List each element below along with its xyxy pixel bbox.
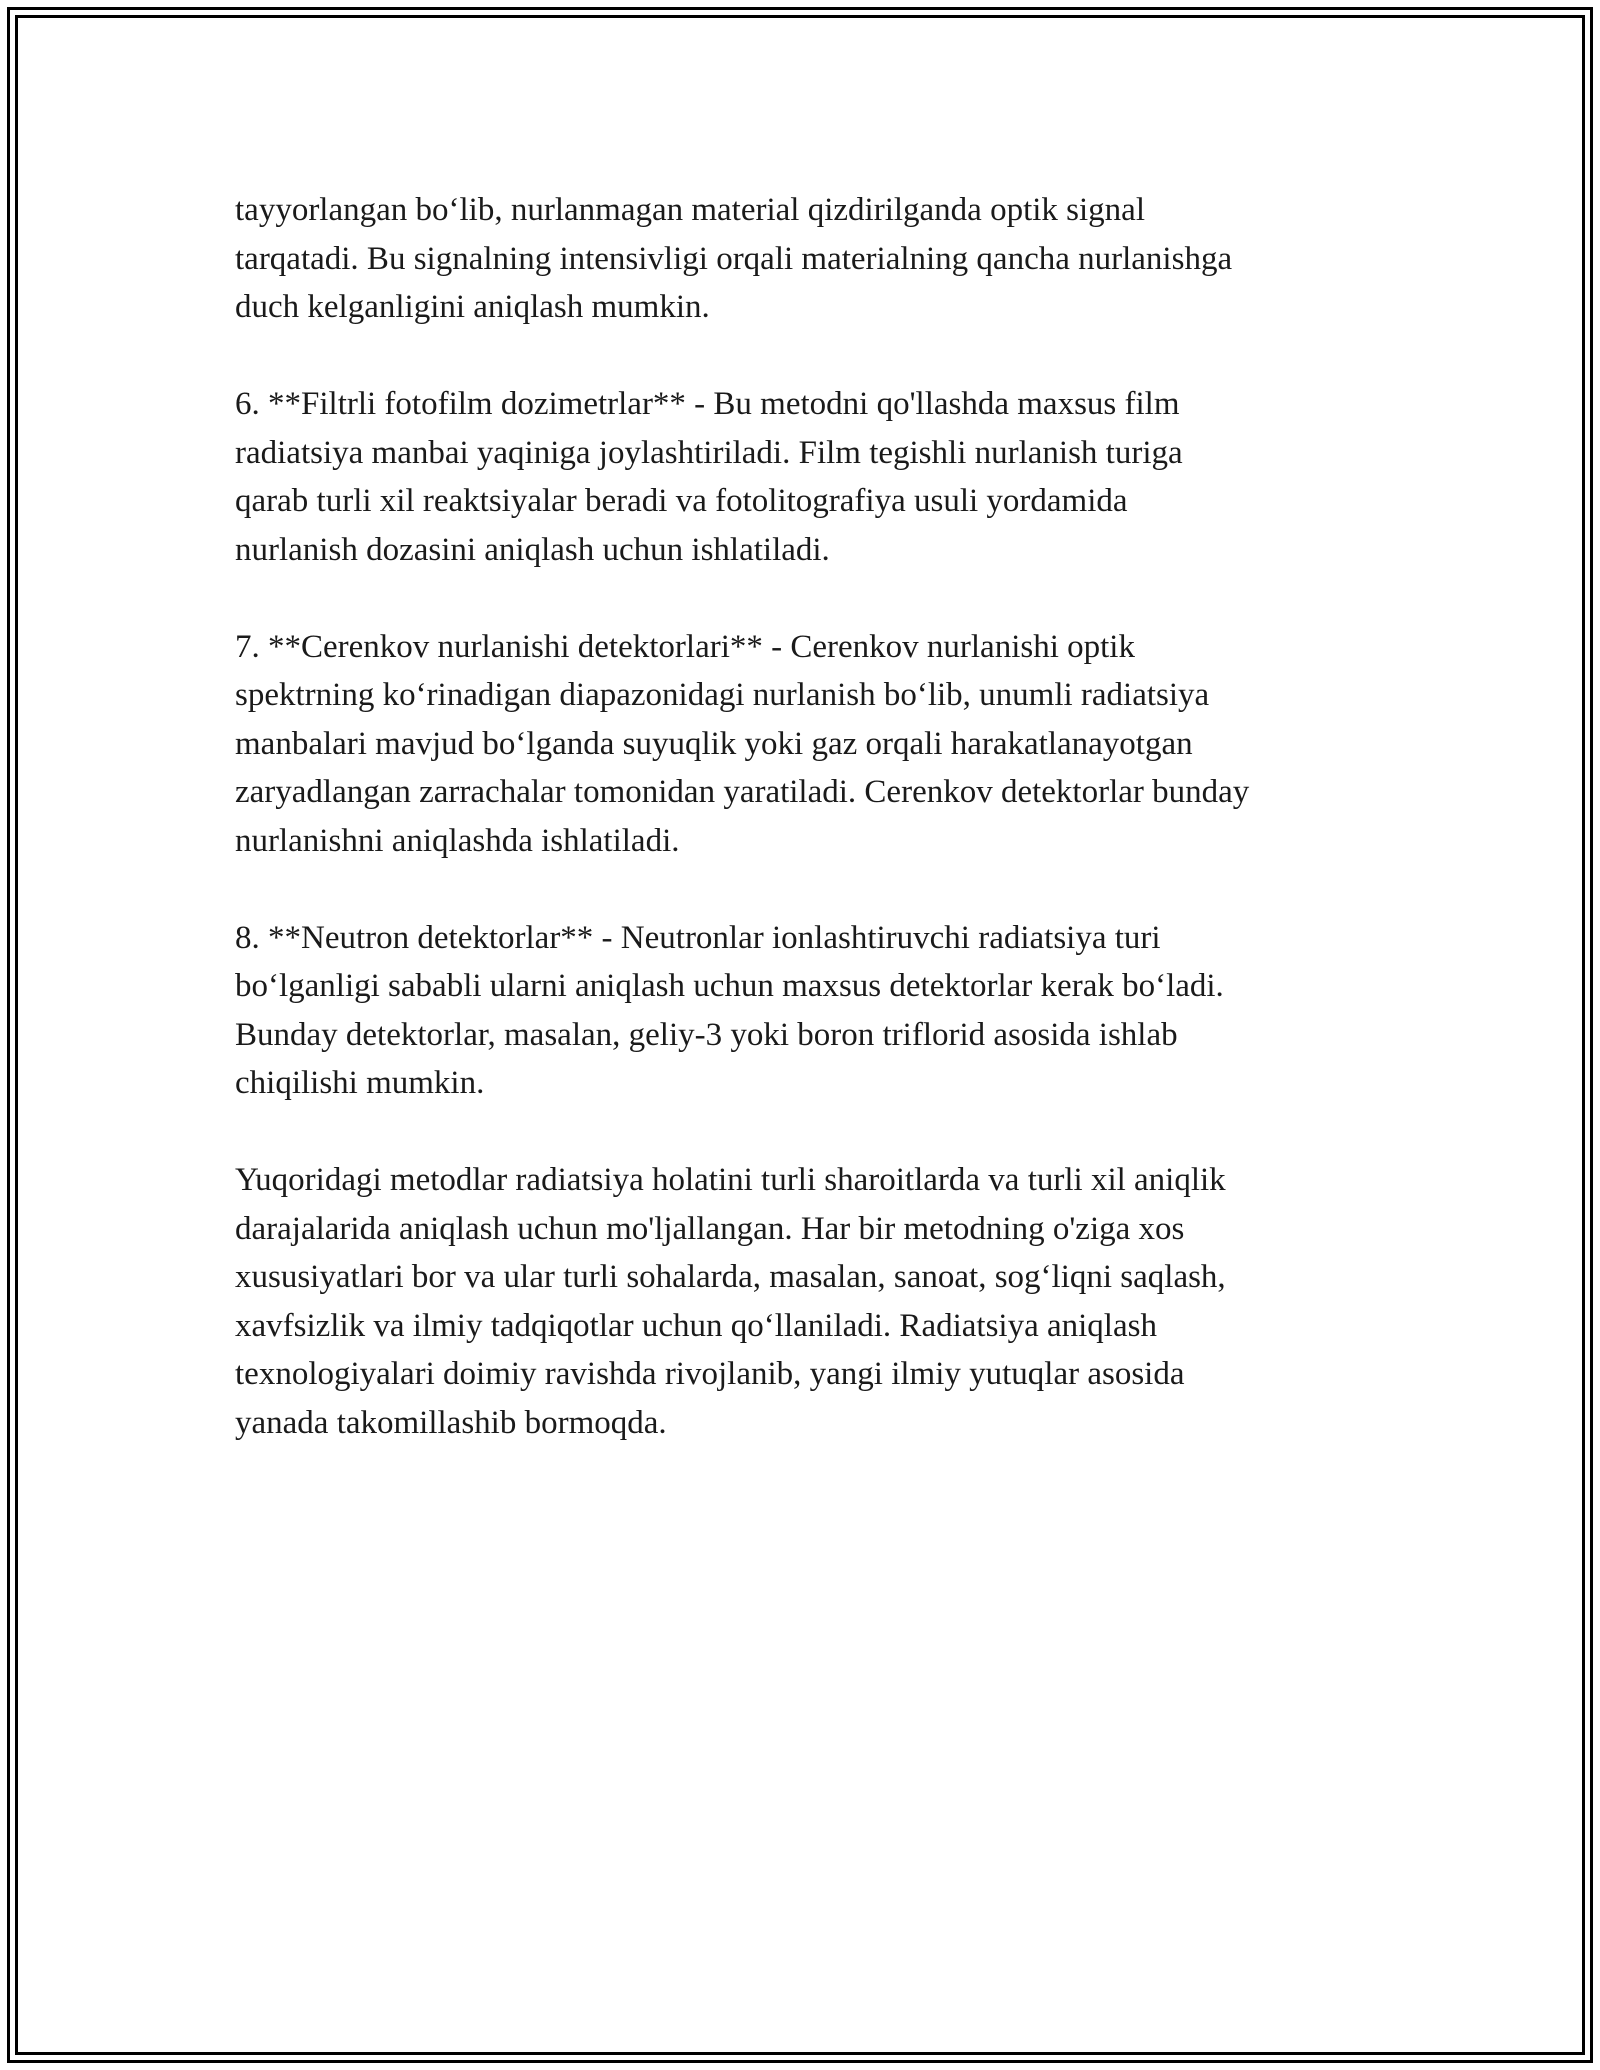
text-line: spektrning ko‘rinadigan diapazonidagi nurlanish bo‘lib, unumli radiatsiya [235,677,1210,713]
text-line: 6. **Filtrli fotofilm dozimetrlar** - Bu metodni qo'llashda maxsus film [235,386,1180,422]
paragraph-conclusion [235,1156,1385,1447]
text-line: chiqilishi mumkin. [235,1065,485,1101]
text-line: xususiyatlari bor va ular turli sohalarda, masalan, sanoat, sog‘liqni saqlash, [235,1259,1226,1295]
text-line: duch kelganligini aniqlash mumkin. [235,289,710,325]
paragraph-tld-continuation [235,186,1385,332]
text-line: radiatsiya manbai yaqiniga joylashtiriladi. Film tegishli nurlanish turiga [235,434,1183,471]
text-line: qarab turli xil reaktsiyalar beradi va fotolitografiya usuli yordamida [235,483,1128,519]
text-line: zaryadlangan zarrachalar tomonidan yaratiladi. Cerenkov detektorlar bunday [235,774,1250,810]
paragraph-item-6 [235,380,1385,574]
text-line: yanada takomillashib bormoqda. [235,1404,667,1441]
text-line: texnologiyalari doimiy ravishda rivojlanib, yangi ilmiy yutuqlar asosida [235,1356,1185,1392]
text-line: nurlanishni aniqlashda ishlatiladi. [235,822,680,859]
text-line: manbalari mavjud bo‘lganda suyuqlik yoki gaz orqali harakatlanayotgan [235,725,1193,762]
text-line: Yuqoridagi metodlar radiatsiya holatini turli sharoitlarda va turli xil aniqlik [235,1162,1226,1198]
text-line: bo‘lganligi sababli ularni aniqlash uchun maxsus detektorlar kerak bo‘ladi. [235,968,1224,1004]
text-line: nurlanish dozasini aniqlash uchun ishlatiladi. [235,531,830,568]
paragraph-item-8 [235,914,1385,1108]
text-line: Bunday detektorlar, masalan, geliy-3 yoki boron triflorid asosida ishlab [235,1016,1178,1053]
text-line: darajalarida aniqlash uchun mo'ljallangan. Har bir metodning o'ziga xos [235,1210,1185,1247]
text-line: 8. **Neutron detektorlar** - Neutronlar ionlashtiruvchi radiatsiya turi [235,919,1161,956]
text-line: tarqatadi. Bu signalning intensivligi orqali materialning qancha nurlanishga [235,240,1233,277]
text-line: xavfsizlik va ilmiy tadqiqotlar uchun qo‘llaniladi. Radiatsiya aniqlash [235,1307,1157,1344]
paragraph-item-7 [235,623,1385,866]
document-body [235,186,1385,1496]
text-line: tayyorlangan bo‘lib, nurlanmagan material qizdirilganda optik signal [235,192,1145,228]
text-line: 7. **Cerenkov nurlanishi detektorlari** - Cerenkov nurlanishi optik [235,628,1135,665]
